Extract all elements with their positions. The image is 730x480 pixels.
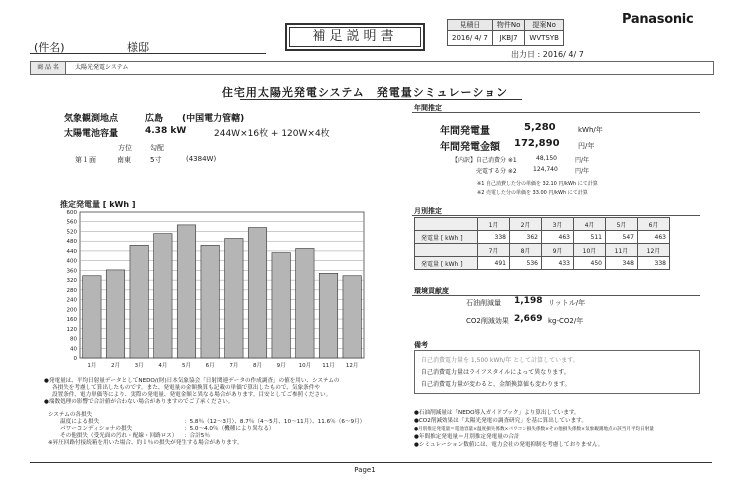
right-note-2: ●CO2削減効果は「太陽光発電の調査研究」を基に算出しています。 bbox=[414, 418, 587, 424]
month-header: 10月 bbox=[574, 244, 606, 257]
right-note-1: ●石油削減量は「NEDO導入ガイドブック」より算出しています。 bbox=[414, 410, 580, 416]
remarks-line-1: 自己消費電力量を 1,500 kWh/年 として計算しています。 bbox=[421, 357, 579, 364]
month-header: 9月 bbox=[542, 244, 574, 257]
oil-value: 1,198 bbox=[514, 296, 543, 306]
case-underline bbox=[30, 53, 266, 54]
monthly-section-label: 月別推定 bbox=[414, 207, 442, 215]
note-6: 温度による損失 bbox=[60, 419, 100, 425]
y-tick-label: 400 bbox=[66, 258, 77, 265]
obs-label: 気象観測地点 bbox=[64, 114, 119, 124]
title-underline bbox=[240, 99, 522, 100]
tilt-label: 勾配 bbox=[150, 144, 164, 152]
y-tick-label: 520 bbox=[66, 229, 77, 236]
x-tick-label: 12月 bbox=[345, 363, 359, 369]
month-row-label: 発電量 [ kWh ] bbox=[415, 257, 478, 270]
note-2: 各損失を考慮して算出したものです。また、発電量の金額換算も記載の単価で算出したもので、気象条件や bbox=[52, 385, 320, 391]
oil-label: 石油削減量 bbox=[466, 299, 501, 307]
note-7: ：5.8％（12～3月）、8.7％（4～5月、10～11月）、11.6％（6～9月） bbox=[184, 419, 366, 425]
chart-heading: 推定発電量 [ kWh ] bbox=[60, 200, 136, 209]
month-header: 7月 bbox=[478, 244, 510, 257]
month-value: 433 bbox=[542, 257, 574, 270]
face-tilt: 5寸 bbox=[150, 156, 162, 164]
sell-label: 売電する分 ※2 bbox=[476, 168, 517, 175]
remarks-box bbox=[414, 350, 700, 394]
goods-label: 商 品 名 bbox=[31, 62, 66, 74]
month-header: 5月 bbox=[606, 218, 638, 231]
self-consumption-label: 自己消費分 ※1 bbox=[476, 157, 517, 164]
y-tick-label: 0 bbox=[73, 356, 77, 362]
x-tick-label: 4月 bbox=[158, 363, 168, 369]
self-consumption-value: 48,150 bbox=[536, 155, 557, 162]
sell-unit: 円/年 bbox=[575, 168, 590, 175]
right-note-5: ●シミュレーション数値には、電力会社の発電抑制を考慮しておりません。 bbox=[414, 442, 604, 448]
brand-logo: Panasonic bbox=[622, 12, 694, 27]
meta-header-proposal: 提案No bbox=[525, 20, 564, 31]
footer-divider bbox=[30, 462, 712, 463]
capacity-detail: 244W×16枚 + 120W×4枚 bbox=[214, 129, 330, 139]
y-tick-label: 160 bbox=[66, 317, 77, 324]
x-tick-label: 3月 bbox=[134, 363, 144, 369]
month-value: 491 bbox=[478, 257, 510, 270]
y-tick-label: 440 bbox=[66, 248, 77, 255]
annual-amount-value: 172,890 bbox=[514, 138, 560, 149]
month-table-corner-b bbox=[415, 244, 478, 257]
capacity-value: 4.38 kW bbox=[145, 126, 187, 136]
y-tick-label: 200 bbox=[66, 307, 77, 314]
note-3: 設置条件、電力単価等により、実際の発電量、発電金額と異なる場合があります。目安としてご参照ください。 bbox=[52, 392, 332, 398]
y-tick-label: 480 bbox=[66, 239, 77, 246]
y-tick-label: 320 bbox=[66, 278, 77, 285]
monthly-table bbox=[414, 217, 670, 270]
right-note-3: ●月別推定発電量＝電池容量×温度損失係数×パワコン損失係数×その他損失係数×気象観測地点の該当月平均日射量 bbox=[414, 427, 654, 432]
meta-table bbox=[447, 19, 564, 46]
x-tick-label: 10月 bbox=[298, 363, 312, 369]
annual-gen-label: 年間発電量 bbox=[440, 126, 490, 137]
bar bbox=[177, 225, 195, 358]
bar bbox=[343, 276, 361, 358]
month-value: 338 bbox=[478, 231, 510, 244]
x-tick-label: 6月 bbox=[205, 363, 215, 369]
page-title: 住宅用太陽光発電システム 発電量シミュレーション bbox=[221, 86, 509, 99]
annual-gen-value: 5,280 bbox=[524, 122, 556, 133]
month-table-corner-a bbox=[415, 218, 478, 231]
note-9: ：5.0～4.0％（機種により異なる） bbox=[184, 426, 275, 432]
annual-section-label: 年間推定 bbox=[414, 104, 442, 112]
note-11: ：合計5％ bbox=[184, 433, 210, 439]
orientation-label: 方位 bbox=[118, 144, 132, 152]
meta-value-property: JKBJ7 bbox=[492, 31, 525, 46]
note-12: ※昇圧回路付接続箱を用いた場合、約１％の損失が発生する場合があります。 bbox=[48, 440, 243, 446]
eco-section-label: 環境貢献度 bbox=[414, 287, 449, 295]
y-tick-label: 40 bbox=[70, 346, 77, 353]
bar bbox=[296, 249, 314, 359]
meta-header-date: 見積日 bbox=[448, 20, 493, 31]
annual-gen-unit: kWh/年 bbox=[578, 126, 603, 134]
month-header: 1月 bbox=[478, 218, 510, 231]
oil-unit: リットル/年 bbox=[548, 299, 586, 307]
y-tick-label: 560 bbox=[66, 219, 77, 226]
remarks-section-label: 備考 bbox=[414, 341, 428, 349]
month-value: 463 bbox=[638, 231, 670, 244]
meta-header-property: 物件No bbox=[492, 20, 525, 31]
eco-divider bbox=[412, 295, 700, 296]
month-header: 4月 bbox=[574, 218, 606, 231]
month-value: 511 bbox=[574, 231, 606, 244]
bar bbox=[154, 234, 172, 358]
remarks-line-3: 自己消費電力量が変わると、金額換算値も変わります。 bbox=[421, 381, 571, 388]
month-value: 348 bbox=[606, 257, 638, 270]
y-tick-label: 80 bbox=[70, 336, 77, 343]
month-value: 338 bbox=[638, 257, 670, 270]
bar bbox=[225, 239, 243, 358]
annual-amount-unit: 円/年 bbox=[578, 142, 595, 150]
x-tick-label: 8月 bbox=[253, 363, 262, 369]
note-5: システムの各損失 bbox=[48, 412, 93, 418]
x-tick-label: 2月 bbox=[111, 363, 120, 369]
x-tick-label: 5月 bbox=[182, 363, 191, 369]
y-tick-label: 600 bbox=[66, 210, 77, 216]
goods-row bbox=[30, 61, 714, 75]
bar bbox=[201, 245, 219, 358]
remarks-line-2: 自己消費電力量はライフスタイルによって異なります。 bbox=[421, 369, 570, 376]
y-tick-label: 240 bbox=[66, 297, 77, 304]
sell-value: 124,740 bbox=[533, 166, 558, 173]
meta-value-proposal: WVTSYB bbox=[525, 31, 564, 46]
month-value: 463 bbox=[542, 231, 574, 244]
goods-value: 太陽光発電システム bbox=[75, 64, 129, 71]
co2-value: 2,669 bbox=[514, 314, 543, 324]
doc-type: 補足説明書 bbox=[312, 29, 398, 44]
output-date: 出力日 : 2016/ 4/ 7 bbox=[511, 50, 584, 59]
y-tick-label: 280 bbox=[66, 287, 77, 294]
capacity-label: 太陽電池容量 bbox=[64, 129, 119, 139]
x-tick-label: 7月 bbox=[229, 363, 239, 369]
bar bbox=[130, 245, 148, 358]
case-label: (件名) bbox=[34, 41, 65, 54]
face-label: 第１面 bbox=[75, 156, 96, 164]
month-header: 3月 bbox=[542, 218, 574, 231]
month-header: 11月 bbox=[606, 244, 638, 257]
month-header: 8月 bbox=[510, 244, 542, 257]
annual-amount-label: 年間発電金額 bbox=[440, 142, 500, 153]
month-header: 6月 bbox=[638, 218, 670, 231]
x-tick-label: 9月 bbox=[276, 363, 286, 369]
y-tick-label: 120 bbox=[66, 326, 77, 333]
right-note-4: ●年間推定発電量＝月別推定発電量の合計 bbox=[414, 434, 520, 440]
obs-value: 広島 bbox=[145, 114, 164, 124]
month-value: 547 bbox=[606, 231, 638, 244]
bar bbox=[83, 276, 101, 358]
annual-note-2: ※2 売電した分の単価を 33.00 円/kWh にて計算 bbox=[477, 190, 588, 196]
bar bbox=[319, 273, 337, 358]
annual-divider bbox=[412, 112, 700, 113]
note-1: ●発電量は、平均日射量データとしてNEDO/(財)日本気象協会「日射関連データの作成調査」の値を用い、システムの bbox=[44, 378, 340, 384]
y-tick-label: 360 bbox=[66, 268, 77, 275]
doc-type-box bbox=[285, 23, 425, 51]
co2-unit: kg-CO2/年 bbox=[548, 317, 584, 325]
note-8: パワーコンディショナの損失 bbox=[60, 426, 133, 432]
note-4: ●端数処理の影響で合計値が合わない場合がありますのでご了承ください。 bbox=[44, 399, 234, 405]
month-value: 536 bbox=[510, 257, 542, 270]
estate-suffix: 様邸 bbox=[127, 41, 149, 54]
month-row-label: 発電量 [ kWh ] bbox=[415, 231, 478, 244]
bar bbox=[248, 228, 266, 358]
breakdown-label: 【内訳】 bbox=[452, 157, 477, 164]
page-number: Page1 bbox=[354, 466, 376, 474]
meta-value-date: 2016/ 4/ 7 bbox=[448, 31, 493, 46]
co2-label: CO2削減効果 bbox=[466, 317, 509, 325]
self-consumption-unit: 円/年 bbox=[575, 157, 590, 164]
bar bbox=[106, 270, 124, 358]
generation-bar-chart bbox=[60, 208, 370, 376]
monthly-divider bbox=[412, 215, 700, 216]
note-10: その他損失（受光面の汚れ・配線・回路ロス） bbox=[60, 433, 178, 439]
x-tick-label: 11月 bbox=[322, 363, 335, 369]
month-value: 450 bbox=[574, 257, 606, 270]
face-power: (4384W) bbox=[186, 155, 217, 163]
x-tick-label: 1月 bbox=[87, 363, 97, 369]
month-header: 12月 bbox=[638, 244, 670, 257]
month-value: 362 bbox=[510, 231, 542, 244]
bar bbox=[272, 253, 290, 358]
annual-note-1: ※1 自己消費した分の単価を 32.10 円/kWh にて計算 bbox=[477, 181, 598, 187]
face-orientation: 南東 bbox=[117, 156, 131, 164]
month-header: 2月 bbox=[510, 218, 542, 231]
obs-sub: (中国電力管轄) bbox=[182, 114, 245, 124]
